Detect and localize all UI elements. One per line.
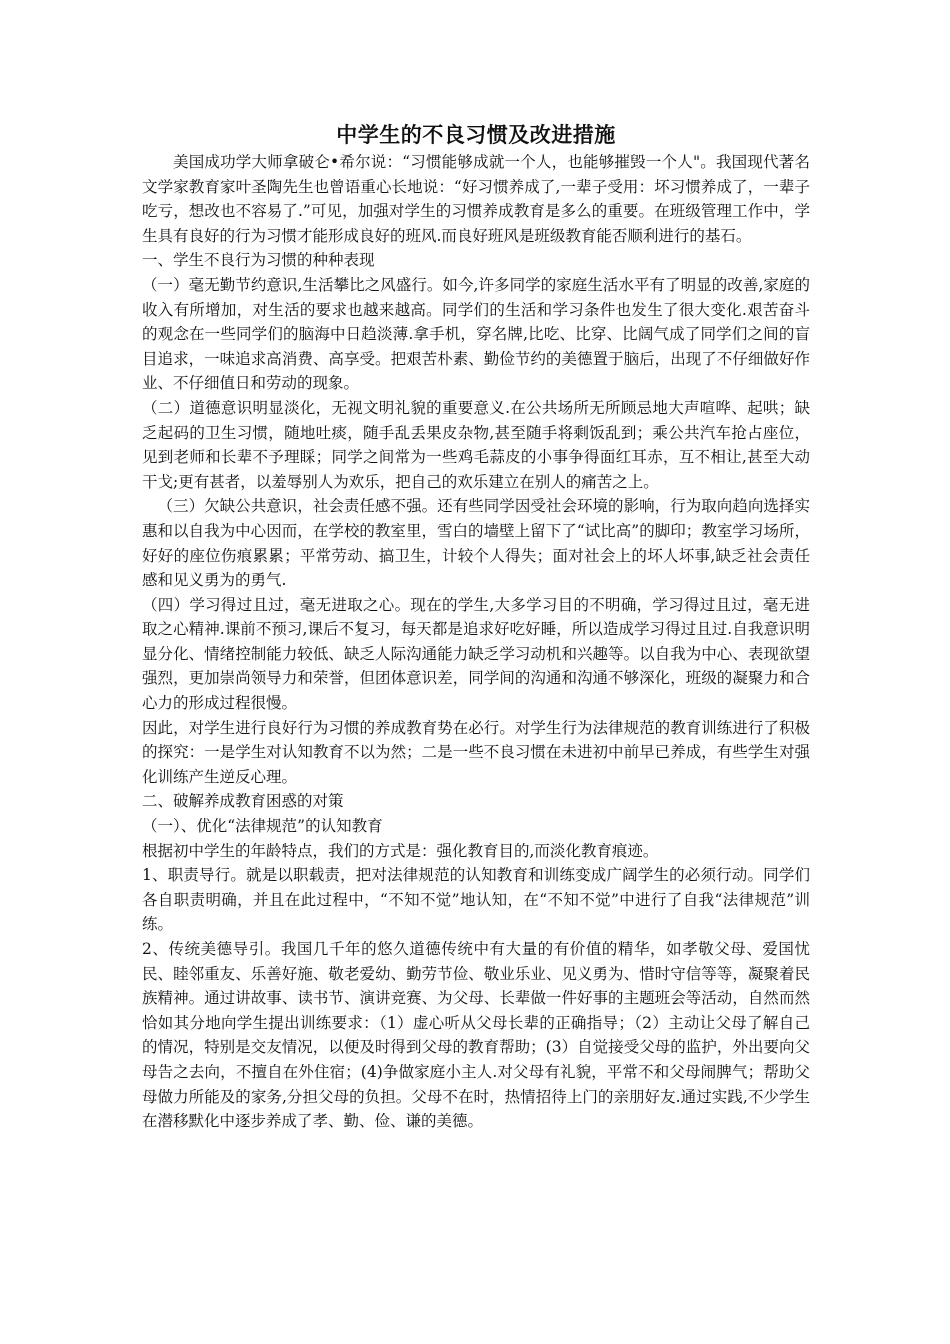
- document-paragraph: 根据初中学生的年龄特点，我们的方式是：强化教育目的,而淡化教育痕迹。: [142, 841, 659, 860]
- document-paragraph: 因此，对学生进行良好行为习惯的养成教育势在必行。对学生行为法律规范的教育训练进行了积极的探究：一是学生对认知教育不以为然；二是一些不良习惯在未进初中前早已养成，有些学生对强化训练产生逆反心理。: [142, 718, 810, 786]
- document-paragraph: （一）、优化“法律规范”的认知教育: [142, 817, 383, 836]
- document-paragraph: 二、破解养成教育困惑的对策: [142, 792, 344, 811]
- document-paragraph: 1、职责导行。就是以职载责，把对法律规范的认知教育和训练变成广阔学生的必须行动。同学们各自职责明确，并且在此过程中，“不知不觉”地认知，在“不知不觉”中进行了自我“法律规范”训练。: [142, 866, 810, 934]
- document-paragraph: （一）毫无勤节约意识,生活攀比之风盛行。如今,许多同学的家庭生活水平有了明显的改善,家庭的收入有所增加，对生活的要求也越来越高。同学们的生活和学习条件也发生了很大变化.艰苦奋斗的观念在一些同学们的脑海中日趋淡薄.拿手机，穿名牌,比吃、比穿、比阔气成了同学们之间的盲目追求，一味追求高消费、高享受。把艰苦朴素、勤俭节约的美德置于脑后，出现了不仔细做好作业、不仔细值日和劳动的现象。: [142, 275, 810, 393]
- document-paragraph: 美国成功学大师拿破仑•希尔说：“习惯能够成就一个人，也能够摧毁一个人"。我国现代著名文学家教育家叶圣陶先生也曾语重心长地说：“好习惯养成了,一辈子受用：坏习惯养成了，一辈子吃亏，想改也不容易了.”可见，加强对学生的习惯养成教育是多么的重要。在班级管理工作中，学生具有良好的行为习惯才能形成良好的班风.而良好班风是班级教育能否顺利进行的基石。: [142, 153, 810, 245]
- document-paragraph: 一、学生不良行为习惯的种种表现: [142, 251, 375, 270]
- document-paragraph: （二）道德意识明显淡化，无视文明礼貌的重要意义.在公共场所无所顾忌地大声喧哗、起哄；缺乏起码的卫生习惯，随地吐痰，随手乱丢果皮杂物,甚至随手将剩饭乱到；乘公共汽车抢占座位，见到老师和长辈不予理睬；同学之间常为一些鸡毛蒜皮的小事争得面红耳赤，互不相让,甚至大动干戈;更有甚者，以羞辱别人为欢乐，把自己的欢乐建立在别人的痛苦之上。: [142, 398, 810, 491]
- document-page: [142, 120, 810, 1134]
- document-title: 中学生的不良习惯及改进措施: [336, 123, 616, 147]
- document-paragraph: （四）学习得过且过，毫无进取之心。现在的学生,大多学习目的不明确，学习得过且过，毫无进取之心精神.课前不预习,课后不复习，每天都是追求好吃好睡，所以造成学习得过且过.自我意识明显分化、情绪控制能力较低、缺乏人际沟通能力缺乏学习动机和兴趣等。以自我为中心、表现欲望强烈，更加崇尚领导力和荣誉，但团体意识差，同学间的沟通和沟通不够深化，班级的凝聚力和合心力的形成过程很慢。: [142, 595, 810, 713]
- document-paragraph: （三）欠缺公共意识，社会责任感不强。还有些同学因受社会环境的影响，行为取向趋向选择实惠和以自我为中心因而，在学校的教室里，雪白的墙壁上留下了“试比高”的脚印；教室学习场所，好好的座位伤痕累累；平常劳动、搞卫生，计较个人得失；面对社会上的坏人坏事,缺乏社会责任感和见义勇为的勇气.: [142, 497, 810, 590]
- document-paragraph: 2、传统美德导引。我国几千年的悠久道德传统中有大量的有价值的精华，如孝敬父母、爱国忧民、睦邻重友、乐善好施、敬老爱幼、勤劳节俭、敬业乐业、见义勇为、惜时守信等等，凝聚着民族精神。通过讲故事、读书节、演讲竞赛、为父母、长辈做一件好事的主题班会等活动，自然而然恰如其分地向学生提出训练要求：（1）虚心听从父母长辈的正确指导；（2）主动让父母了解自己的情况，特别是交友情况，以便及时得到父母的教育帮助；(3）自觉接受父母的监护，外出要向父母告之去向，不擅自在外住宿；(4)争做家庭小主人.对父母有礼貌，平常不和父母闹脾气；帮助父母做力所能及的家务,分担父母的负担。父母不在时，热情招待上门的亲朋好友.通过实践,不少学生在潜移默化中逐步养成了孝、勤、俭、谦的美德。: [142, 940, 810, 1131]
- document-body: [142, 150, 810, 1134]
